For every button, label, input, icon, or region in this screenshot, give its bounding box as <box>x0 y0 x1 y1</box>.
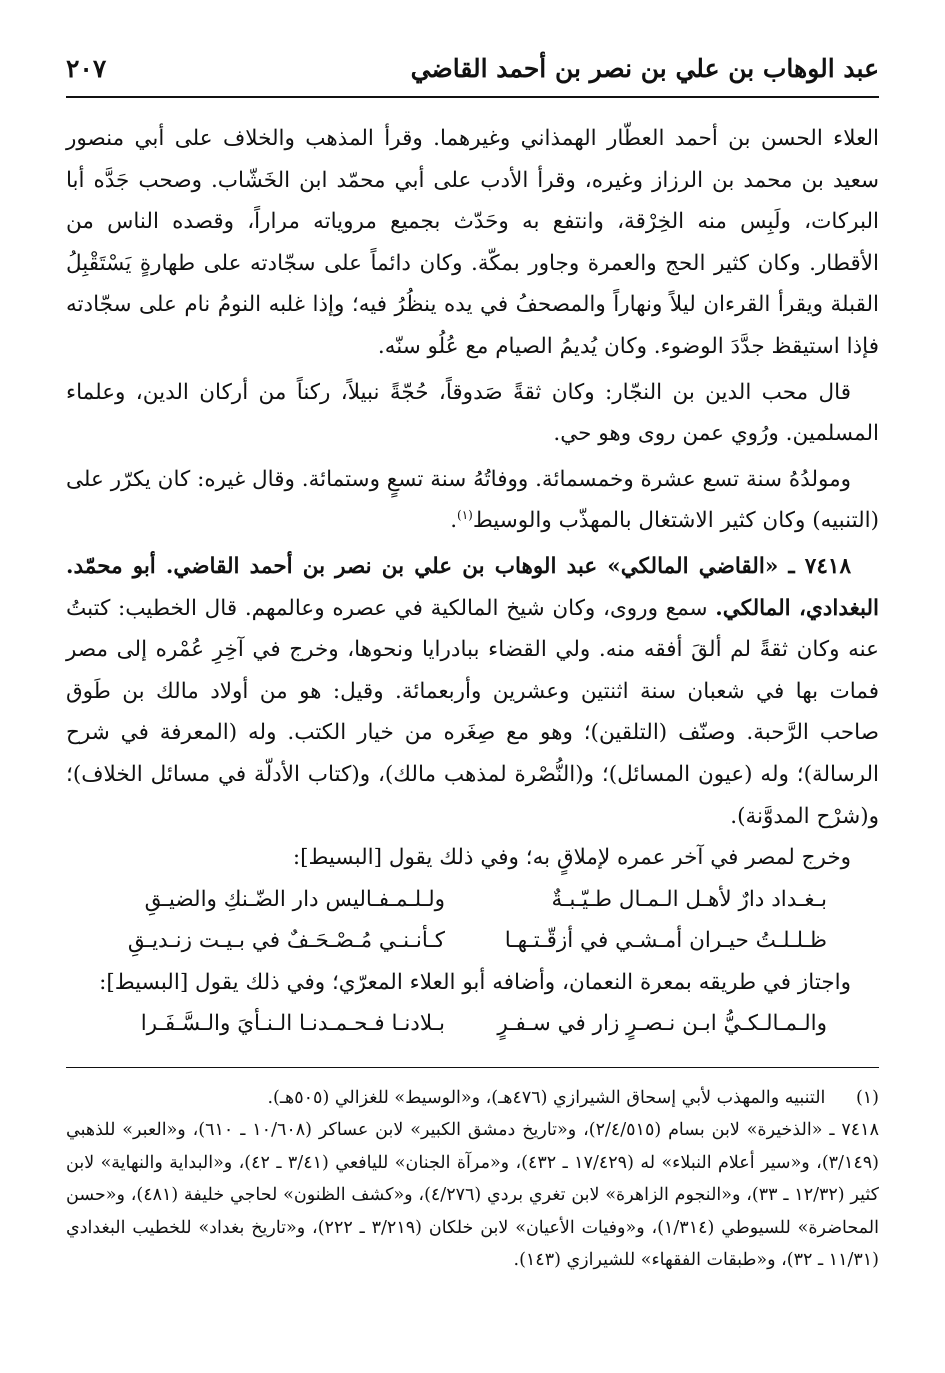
entry-heading: ٧٤١٨ ـ «القاضي المالكي» عبد الوهاب بن علي بن نصر بن أحمد القاضي. أبو محمّد. البغدادي، المالكي. <box>66 553 879 621</box>
verse-line <box>75 1003 827 1045</box>
verse-line <box>75 879 827 921</box>
verse-intro: وخرج لمصر في آخر عمره لإملاقٍ به؛ وفي ذلك يقول [البسيط]: <box>292 845 851 871</box>
page-number: ٢٠٧ <box>66 54 107 83</box>
entry-text: سمع وروى، وكان شيخ المالكية في عصره وعالمهم. قال الخطيب: كتبتُ عنه وكان ثقةً لم ألقَ أفقه منه. ولي القضاء ببادرايا ونحوها، وخرج في آخِرِ عُمْره إلى مصر فمات بها في شعبان سنة اثنتين وعشرين وأربعمائة. وقيل: هو من أولاد مالك بن طَوق صاحب الرَّحبة. وصنّف (التلقين)؛ وهو مع صِغَره من خيار الكتب. وله (المعرفة في شرح الرسالة)؛ وله (عيون المسائل)؛ و(النُّصْرة لمذهب مالك)، و(كتاب الأدلّة في مسائل الخلاف)؛ و(شرْح المدوَّنة). <box>66 595 879 829</box>
paragraph: العلاء الحسن بن أحمد العطّار الهمذاني وغيرهما. وقرأ المذهب والخلاف على أبي منصور سعيد بن محمد بن الرزاز وغيره، وقرأ الأدب على أبي محمّد ابن الخَشّاب. وصحب جَدَّه أبا البركات، ولَبِس منه الخِرْقة، وانتفع به وحَدّث بجميع مروياته مراراً، وقصده الناس من الأقطار. وكان كثير الحج والعمرة وجاور بمكّة. وكان دائماً على سجّادته على طهارةٍ يَسْتَقْبِلُ القبلة ويقرأ القرءان ليلاً ونهاراً والمصحفُ في يده ينظُرُ فيه؛ وإذا غلبه النومُ نام على سجّادته فإذا استيقظ جدَّدَ الوضوء. وكان يُديمُ الصيام مع عُلُو سنّه. <box>66 126 880 359</box>
paragraph-end: . <box>450 508 458 534</box>
paragraph: قال محب الدين بن النجّار: وكان ثقةً صَدوقاً، حُجّةً نبيلاً، ركناً من أركان الدين، وعلماء المسلمين. ورُوي عمن روى وهو حي. <box>66 379 879 447</box>
footnote <box>66 1114 879 1276</box>
verse-hemistich: ظـلـلـتُ حيـران أمـشـي في أزقّـتـهـا <box>504 928 827 954</box>
running-title: عبد الوهاب بن علي بن نصر بن أحمد القاضي <box>410 54 879 83</box>
footnotes <box>66 1082 879 1276</box>
footnote-label: ٧٤١٨ ـ <box>829 1120 879 1141</box>
paragraph <box>66 459 879 542</box>
verse-hemistich: والـمـالـكـيُّ ابـن نـصـرٍ زار في سـفـرٍ <box>497 1011 827 1037</box>
footnote-label: (١) <box>855 1088 879 1108</box>
footnote-text: «الذخيرة» لابن بسام (٢/٤/٥١٥)، و«تاريخ دمشق الكبير» لابن عساكر (١٠/٦٠٨ ـ ٦١٠)، و«العبر» للذهبي (٣/١٤٩)، و«سير أعلام النبلاء» له (١٧/٤٢٩ ـ ٤٣٢)، و«مرآة الجنان» لليافعي (٣/٤١ ـ ٤٢)، و«البداية والنهاية» لابن كثير (١٢/٣٢ ـ ٣٣)، و«النجوم الزاهرة» لابن تغري بردي (٤/٢٧٦)، و«كشف الظنون» لحاجي خليفة (٤٨١)، و«حسن المحاضرة» للسيوطي (١/٣١٤)، و«وفيات الأعيان» لابن خلكان (٣/٢١٩ ـ ٢٢٢)، و«تاريخ بغداد» للخطيب البغدادي (١١/٣١ ـ ٣٢)، و«طبقات الفقهاء» للشيرازي (١٤٣). <box>66 1120 879 1271</box>
verse-hemistich: بـغـداد دارٌ لأهـل الـمـال طـيّـبـةٌ <box>551 886 827 912</box>
main-text <box>66 118 879 1045</box>
footnote <box>66 1082 879 1114</box>
footnote-text: التنبيه والمهذب لأبي إسحاق الشيرازي (٤٧٦هـ)، و«الوسيط» للغزالي (٥٠٥هـ). <box>267 1088 826 1108</box>
footnote-reference: (١) <box>457 508 473 523</box>
page-header <box>66 46 879 98</box>
footnote-separator <box>66 1067 879 1068</box>
verse-intro: واجتاز في طريقه بمعرة النعمان، وأضافه أبو العلاء المعرّي؛ وفي ذلك يقول [البسيط]: <box>99 969 851 995</box>
paragraph-text: ومولدُهُ سنة تسع عشرة وخمسمائة. ووفاتُهُ سنة تسعٍ وستمائة. وقال غيره: كان يكرّر على (التنبيه) وكان كثير الاشتغال بالمهذّب والوسيط <box>66 466 879 534</box>
verse-line <box>75 920 827 962</box>
verse-hemistich: بـلادنـا فـحـمـدنـا الـنـأيَ والـسَّـفَـرا <box>140 1011 445 1037</box>
entry-paragraph <box>66 546 879 837</box>
verse-hemistich: كـأنـنـي مُـصْـحَـفٌ في بـيـت زنـديـقِ <box>127 928 445 954</box>
verse-hemistich: ولـلـمـفـاليس دار الضّـنكِ والضيـقِ <box>144 886 445 912</box>
